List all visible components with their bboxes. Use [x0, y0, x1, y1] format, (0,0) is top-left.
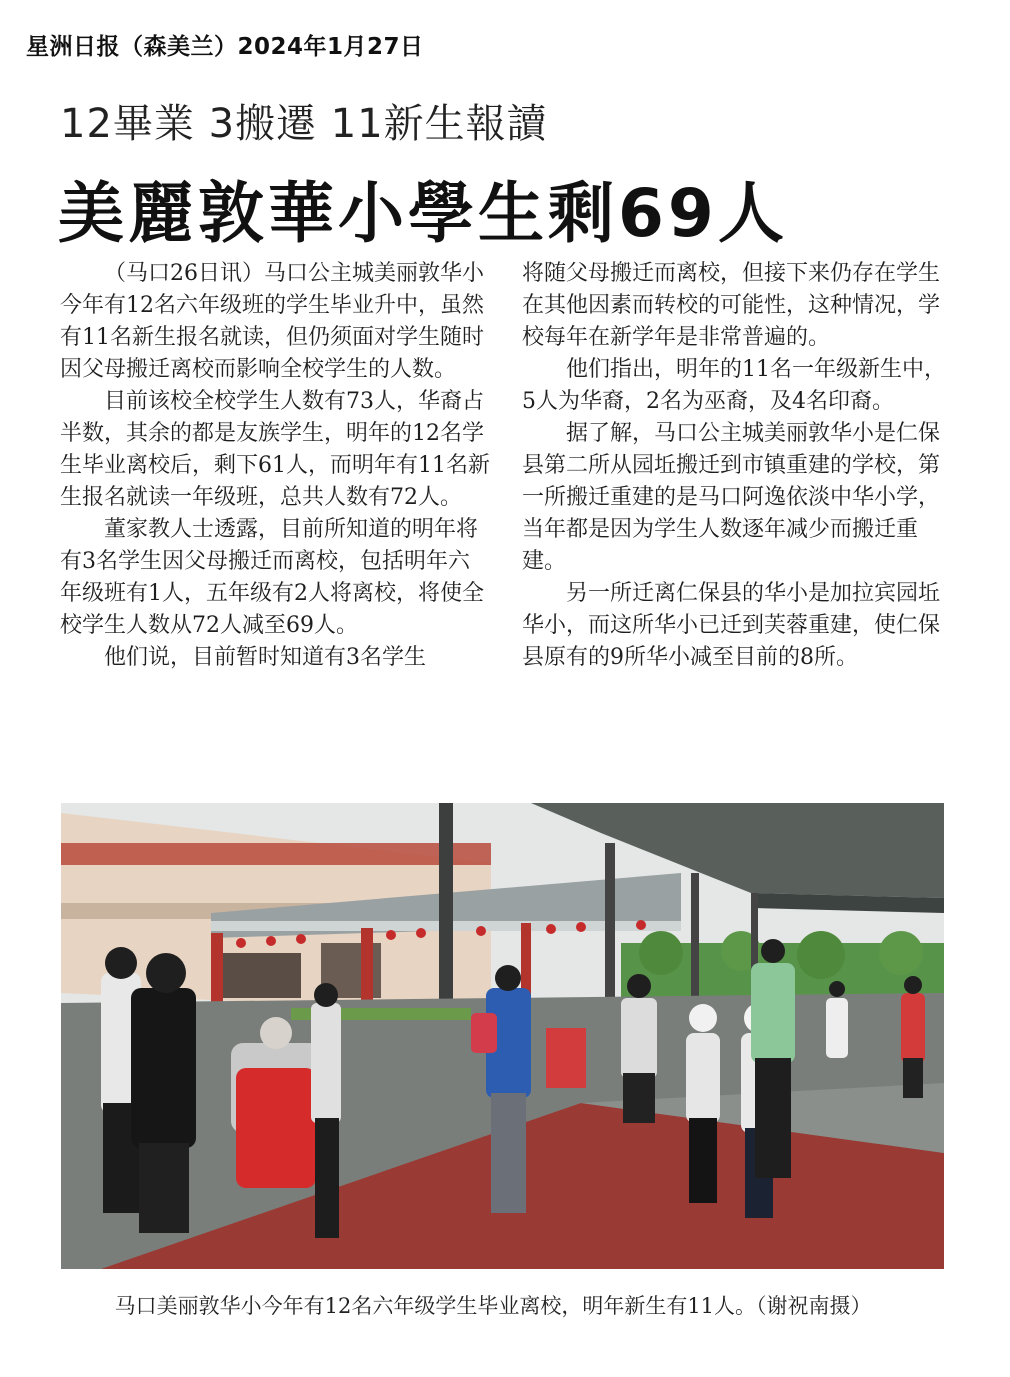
- photo-caption: 马口美丽敦华小今年有12名六年级学生毕业离校，明年新生有11人。（谢祝南摄）: [114, 1294, 872, 1318]
- article-paragraph: 他们指出，明年的11名一年级新生中，5人为华裔，2名为巫裔，及4名印裔。: [522, 357, 946, 414]
- news-photo: [61, 803, 944, 1269]
- article-paragraph: 他们说，目前暂时知道有3名学生: [104, 645, 426, 670]
- dateline: 星洲日报（森美兰）2024年1月27日: [26, 34, 424, 60]
- article-paragraph: （马口26日讯）马口公主城美丽敦华小今年有12名六年级班的学生毕业升中，虽然有11名新生报名就读，但仍须面对学生随时因父母搬迁离校而影响全校学生的人数。: [60, 261, 484, 382]
- subheadline: 12畢業 3搬遷 11新生報讀: [60, 101, 548, 147]
- headline: 美麗敦華小學生剩69人: [58, 175, 788, 252]
- article-paragraph: 将随父母搬迁而离校，但接下来仍存在学生在其他因素而转校的可能性，这种情况，学校每年在新学年是非常普遍的。: [522, 261, 941, 350]
- article-column-left: [60, 258, 490, 674]
- article-paragraph: 董家教人士透露，目前所知道的明年将有3名学生因父母搬迁而离校，包括明年六年级班有1人，五年级有2人将离校，将使全校学生人数从72人减至69人。: [60, 517, 484, 638]
- article-column-right: [522, 258, 946, 674]
- article-paragraph: 目前该校全校学生人数有73人，华裔占半数，其余的都是友族学生，明年的12名学生毕业离校后，剩下61人，而明年有11名新生报名就读一年级班，总共人数有72人。: [60, 389, 490, 510]
- article-paragraph: 另一所迁离仁保县的华小是加拉宾园坵华小，而这所华小已迁到芙蓉重建，使仁保县原有的9所华小减至目前的8所。: [522, 581, 941, 670]
- photo-school-courtyard-icon: [61, 803, 944, 1269]
- article-paragraph: 据了解，马口公主城美丽敦华小是仁保县第二所从园坵搬迁到市镇重建的学校，第一所搬迁重建的是马口阿逸依淡中华小学，当年都是因为学生人数逐年减少而搬迁重建。: [522, 421, 941, 574]
